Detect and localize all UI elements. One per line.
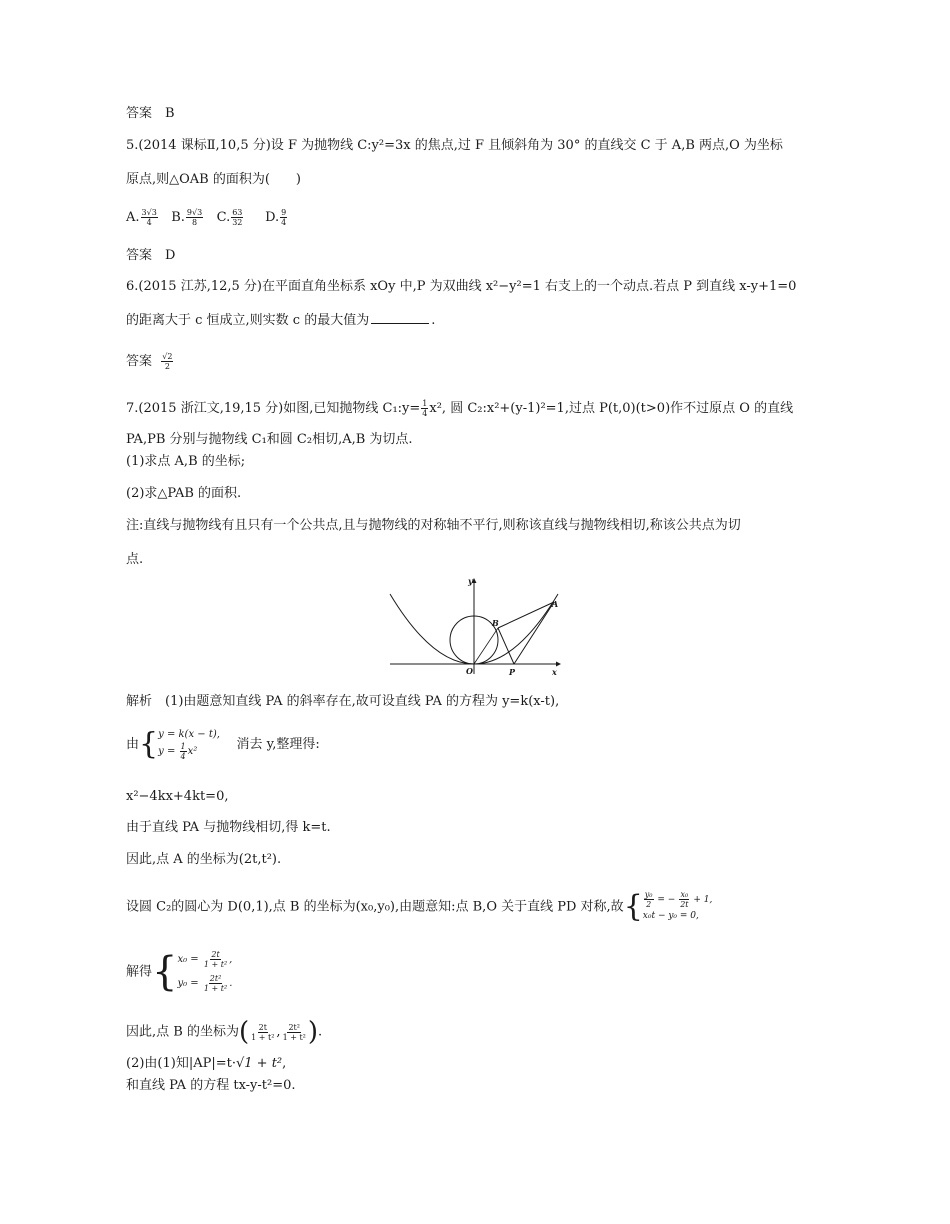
label-b: B: [492, 618, 499, 628]
q5-option-a-label: A.: [126, 210, 140, 225]
label-p: P: [509, 667, 516, 677]
solution-line5: 因此,点 A 的坐标为(2t,t²).: [126, 852, 282, 867]
system-equations: y = k(x − t), y = $\frac{1}{4}$ x²: [158, 729, 220, 761]
label-x: x: [552, 667, 557, 677]
q4-answer: 答案 B: [126, 106, 175, 121]
solution-system1: 由{ y = k(x − t), y = $\frac{1}{4}$ x² 消去 y,整理得:: [126, 726, 320, 762]
q7-stem-line1: 7.(2015 浙江文,19,15 分)如图,已知抛物线 C₁:y= $\frac{1}{4}$ x², 圆 C₂:x²+(y-1)²=1,过点 P(t,0)(t>0)作不过原点 O 的直线: [126, 399, 794, 418]
q6-answer: 答案 $\frac{√2}{2}$: [126, 352, 173, 371]
solution-line8: 因此,点 B 的坐标为( $\frac{2t}{\text{1 + t²}}$ , $\frac{\text{2t²}}{\text{1 + t²}}$ ).: [126, 1017, 323, 1047]
q5-option-c-value: $\frac{63}{32}$: [232, 208, 243, 227]
solution-line6: 设圆 C₂的圆心为 D(0,1),点 B 的坐标为(x₀,y₀),由题意知:点 B,O 关于直线 PD 对称,故{ $\frac{\text{y₀}}{2}$ = − $\frac{\text{x₀}}{2t}$ + 1, x₀t − y₀ = 0,: [126, 889, 713, 924]
q6-stem-line2: 的距离大于 c 恒成立,则实数 c 的最大值为 .: [126, 313, 436, 328]
q5-option-a-value: $\frac{3√3}{4}$: [141, 208, 157, 227]
solution-system: x₀ = $\frac{2t}{\text{1 + t²}}$ , y₀ = $\frac{\text{2t²}}{\text{1 + t²}}$ .: [177, 950, 233, 993]
label-o: O: [466, 666, 473, 676]
x-axis-arrow: [556, 662, 561, 667]
solution-line9: (2)由(1)知|AP|=t·√1 + t²,: [126, 1056, 287, 1071]
tangent-pb: [498, 628, 514, 664]
q5-options: [126, 208, 288, 227]
answer-blank: [371, 313, 429, 324]
q5-option-d-value: $\frac{9}{4}$: [281, 208, 287, 227]
solution-line10: 和直线 PA 的方程 tx-y-t²=0.: [126, 1078, 296, 1093]
q7-frac: $\frac{1}{4}$: [422, 399, 428, 418]
q5-answer: 答案 D: [126, 248, 176, 263]
q6-stem-line1: 6.(2015 江苏,12,5 分)在平面直角坐标系 xOy 中,P 为双曲线 x²−y²=1 右支上的一个动点.若点 P 到直线 x-y+1=0: [126, 279, 797, 294]
q7-note-line1: 注:直线与抛物线有且只有一个公共点,且与抛物线的对称轴不平行,则称该直线与抛物线相切,称该公共点为切: [126, 518, 741, 533]
label-y: y: [468, 576, 473, 586]
q5-stem-line1: 5.(2014 课标Ⅱ,10,5 分)设 F 为抛物线 C:y²=3x 的焦点,过 F 且倾斜角为 30° 的直线交 C 于 A,B 两点,O 为坐标: [126, 138, 783, 153]
q5-option-b-label: B.: [171, 210, 185, 225]
q7-note-line2: 点.: [126, 552, 144, 567]
parabola-circle-figure: [388, 574, 564, 678]
q7-part1: (1)求点 A,B 的坐标;: [126, 454, 246, 469]
q5-stem-line2: 原点,则△OAB 的面积为( ): [126, 172, 302, 187]
solution-line1: 解析 (1)由题意知直线 PA 的斜率存在,故可设直线 PA 的方程为 y=k(x-t),: [126, 694, 560, 709]
solution-line4: 由于直线 PA 与抛物线相切,得 k=t.: [126, 820, 331, 835]
q5-option-b-value: $\frac{9√3}{8}$: [186, 208, 203, 227]
q7-part2: (2)求△PAB 的面积.: [126, 486, 242, 501]
q5-option-c-label: C.: [216, 210, 231, 225]
q5-option-d-label: D.: [265, 210, 280, 225]
q6-answer-value: $\frac{√2}{2}$: [162, 352, 173, 371]
q7-stem-line2: PA,PB 分别与抛物线 C₁和圆 C₂相切,A,B 为切点.: [126, 432, 413, 447]
solution-line3: x²−4kx+4kt=0,: [126, 789, 229, 804]
symmetry-system: $\frac{\text{y₀}}{2}$ = − $\frac{\text{x₀}}{2t}$ + 1, x₀t − y₀ = 0,: [642, 890, 713, 921]
label-a: A: [552, 599, 559, 609]
segment-ob: [474, 628, 498, 664]
solution-line7: 解得{ x₀ = $\frac{2t}{\text{1 + t²}}$ , y₀ = $\frac{\text{2t²}}{\text{1 + t²}}$ .: [126, 949, 233, 995]
